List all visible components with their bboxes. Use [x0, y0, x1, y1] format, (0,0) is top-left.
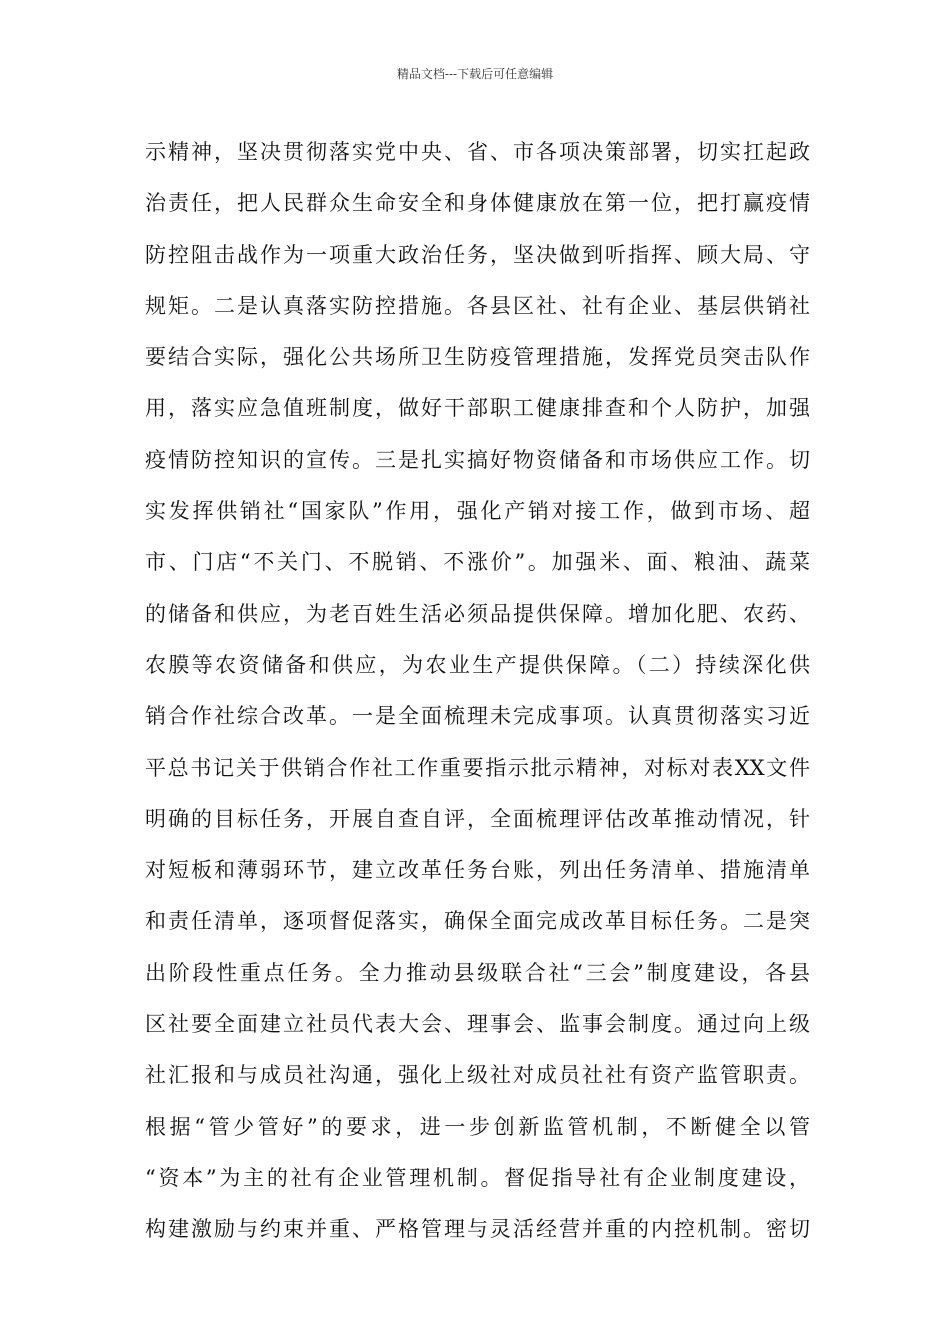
body-line-22: 构建激励与约束并重、严格管理与灵活经营并重的内控机制。密切 [145, 1217, 810, 1242]
body-line-19: 社汇报和与成员社沟通，强化上级社对成员社社有资产监管职责。 [145, 1063, 810, 1088]
body-line-12: 销合作社综合改革。一是全面梳理未完成事项。认真贯彻落实习近 [145, 704, 810, 729]
body-line-5: 要结合实际，强化公共场所卫生防疫管理措施，发挥党员突击队作 [145, 345, 810, 370]
body-line-3: 防控阻击战作为一项重大政治任务，坚决做到听指挥、顾大局、守 [145, 242, 810, 267]
body-line-1: 示精神，坚决贯彻落实党中央、省、市各项决策部署，切实扛起政 [145, 140, 810, 164]
body-line-10: 的储备和供应，为老百姓生活必须品提供保障。增加化肥、农药、 [145, 601, 810, 626]
page-header: 精品文档---下载后可任意编辑 [396, 67, 554, 81]
body-line-2: 治责任，把人民群众生命安全和身体健康放在第一位，把打赢疫情 [145, 191, 810, 216]
body-line-7: 疫情防控知识的宣传。三是扎实搞好物资储备和市场供应工作。切 [145, 447, 810, 472]
body-line-21: “资本”为主的社有企业管理机制。督促指导社有企业制度建设， [145, 1165, 810, 1190]
body-line-9: 市、门店“不关门、不脱销、不涨价”。加强米、面、粮油、蔬菜 [145, 550, 810, 575]
body-line-13: 平总书记关于供销合作社工作重要指示批示精神，对标对表XX文件 [145, 755, 810, 780]
body-line-14: 明确的目标任务，开展自查自评，全面梳理评估改革推动情况，针 [145, 806, 810, 831]
body-line-11: 农膜等农资储备和供应，为农业生产提供保障。（二）持续深化供 [145, 652, 810, 677]
body-line-18: 区社要全面建立社员代表大会、理事会、监事会制度。通过向上级 [145, 1012, 810, 1037]
document-body [145, 130, 810, 1259]
body-line-8: 实发挥供销社“国家队”作用，强化产销对接工作，做到市场、超 [145, 499, 810, 524]
body-line-4: 规矩。二是认真落实防控措施。各县区社、社有企业、基层供销社 [145, 293, 810, 318]
body-line-15: 对短板和薄弱环节，建立改革任务台账，列出任务清单、措施清单 [145, 858, 810, 883]
body-line-20: 根据“管少管好”的要求，进一步创新监管机制，不断健全以管 [145, 1114, 810, 1139]
body-line-16: 和责任清单，逐项督促落实，确保全面完成改革目标任务。二是突 [145, 909, 810, 934]
body-line-17: 出阶段性重点任务。全力推动县级联合社“三会”制度建设，各县 [145, 960, 810, 985]
body-line-6: 用，落实应急值班制度，做好干部职工健康排查和个人防护，加强 [145, 396, 810, 421]
